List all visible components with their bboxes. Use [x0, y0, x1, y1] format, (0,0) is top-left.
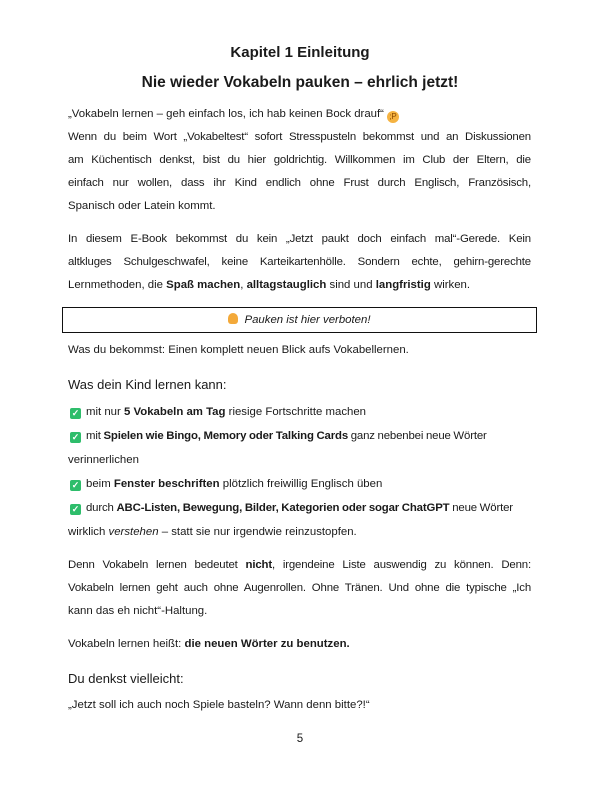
ebook-paragraph	[68, 228, 531, 297]
intro-paragraph	[68, 103, 531, 218]
intro-quote	[68, 103, 531, 126]
emphasis: langfristig	[375, 279, 431, 291]
page-number: 5	[296, 733, 304, 745]
meaning-line: kann das eh nicht“-Haltung.	[68, 605, 208, 617]
meaning-line	[68, 554, 531, 577]
emphasis: die neuen Wörter zu benutzen.	[184, 638, 350, 650]
emphasis: alltagstauglich	[246, 279, 327, 291]
checklist-item	[68, 424, 531, 448]
text: sind und	[326, 279, 376, 291]
emphasis: nicht	[245, 559, 272, 571]
means-text	[68, 633, 531, 656]
ebook-line: In diesem E-Book bekommst du kein „Jetzt paukt doch einfach mal“-Gerede. Kein	[68, 233, 531, 245]
intro-line: am Küchentisch denkst, bist du hier goldrichtig. Willkommen im Club der Eltern, die	[68, 154, 531, 166]
text: plötzlich freiwillig Englisch üben	[219, 478, 383, 490]
meaning-line: Vokabeln lernen geht auch ohne Augenrollen. Ohne Tränen. Und ohne die typische „Ich	[68, 582, 531, 594]
emphasis: Spaß machen	[166, 279, 241, 291]
checklist-item	[68, 400, 531, 424]
check-icon: ✓	[71, 480, 80, 490]
checklist	[68, 400, 531, 544]
means-line	[68, 633, 531, 656]
quote-text: „Vokabeln lernen – geh einfach los, ich hab keinen Bock drauf“	[68, 108, 384, 120]
what-you-get-text: Was du bekommst: Einen komplett neuen Blick aufs Vokabellernen.	[68, 344, 409, 356]
ebook-line	[68, 274, 531, 297]
text: ganz nebenbei neue Wörter	[348, 430, 487, 442]
meaning-paragraph	[68, 554, 531, 623]
winking-face-icon: ;P	[387, 111, 399, 123]
text: Denn Vokabeln lernen bedeutet	[68, 559, 246, 571]
intro-line: Wenn du beim Wort „Vokabeltest“ sofort Stresspusteln bekommst und an Diskussionen	[68, 131, 531, 143]
text: Lernmethoden, die	[68, 279, 167, 291]
intro-line: einfach nur wollen, dass ihr Kind endlich ohne Frust durch Englisch, Französisch,	[68, 177, 531, 189]
callout-text: Pauken ist hier verboten!	[244, 314, 371, 326]
what-you-get	[68, 339, 531, 362]
check-icon: ✓	[71, 432, 80, 442]
check-icon: ✓	[71, 408, 80, 418]
kid-heading: Was dein Kind lernen kann:	[68, 377, 227, 392]
checklist-item	[68, 472, 531, 496]
text: durch	[86, 502, 117, 514]
think-heading: Du denkst vielleicht:	[68, 671, 184, 686]
text: – statt sie nur irgendwie reinzustopfen.	[158, 526, 357, 538]
text: wirken.	[430, 279, 471, 291]
italic-text: verstehen	[108, 526, 159, 538]
page-title: Nie wieder Vokabeln pauken – ehrlich jetzt!	[141, 74, 459, 91]
emphasis: 5 Vokabeln am Tag	[123, 406, 226, 418]
chapter-heading: Kapitel 1 Einleitung	[230, 44, 370, 61]
text: mit nur	[86, 406, 124, 418]
emphasis: Spielen wie Bingo, Memory oder Talking Cards	[103, 430, 349, 442]
callout-box	[62, 307, 537, 333]
emphasis: Fenster beschriften	[113, 478, 220, 490]
text: wirklich	[68, 526, 109, 538]
text: riesige Fortschritte machen	[225, 406, 367, 418]
raised-hand-icon	[228, 313, 238, 324]
text: neue Wörter	[449, 502, 513, 514]
emphasis: ABC-Listen, Bewegung, Bilder, Kategorien oder sogar ChatGPT	[116, 502, 450, 514]
checklist-continuation: verinnerlichen	[68, 454, 139, 466]
checklist-continuation	[68, 520, 531, 544]
text: , irgendeine Liste auswendig zu können. Denn:	[272, 559, 531, 571]
think-quote	[68, 694, 531, 717]
think-quote-text: „Jetzt soll ich auch noch Spiele basteln? Wann denn bitte?!“	[68, 699, 370, 711]
text: ,	[240, 279, 247, 291]
ebook-line: altkluges Schulgeschwafel, keine Karteikartenhölle. Sondern echte, gehirn-gerechte	[68, 256, 531, 268]
check-icon: ✓	[71, 504, 80, 514]
checklist-item	[68, 496, 531, 520]
intro-line: Spanisch oder Latein kommt.	[68, 200, 216, 212]
text: mit	[86, 430, 104, 442]
text: beim	[86, 478, 114, 490]
text: Vokabeln lernen heißt:	[68, 638, 185, 650]
